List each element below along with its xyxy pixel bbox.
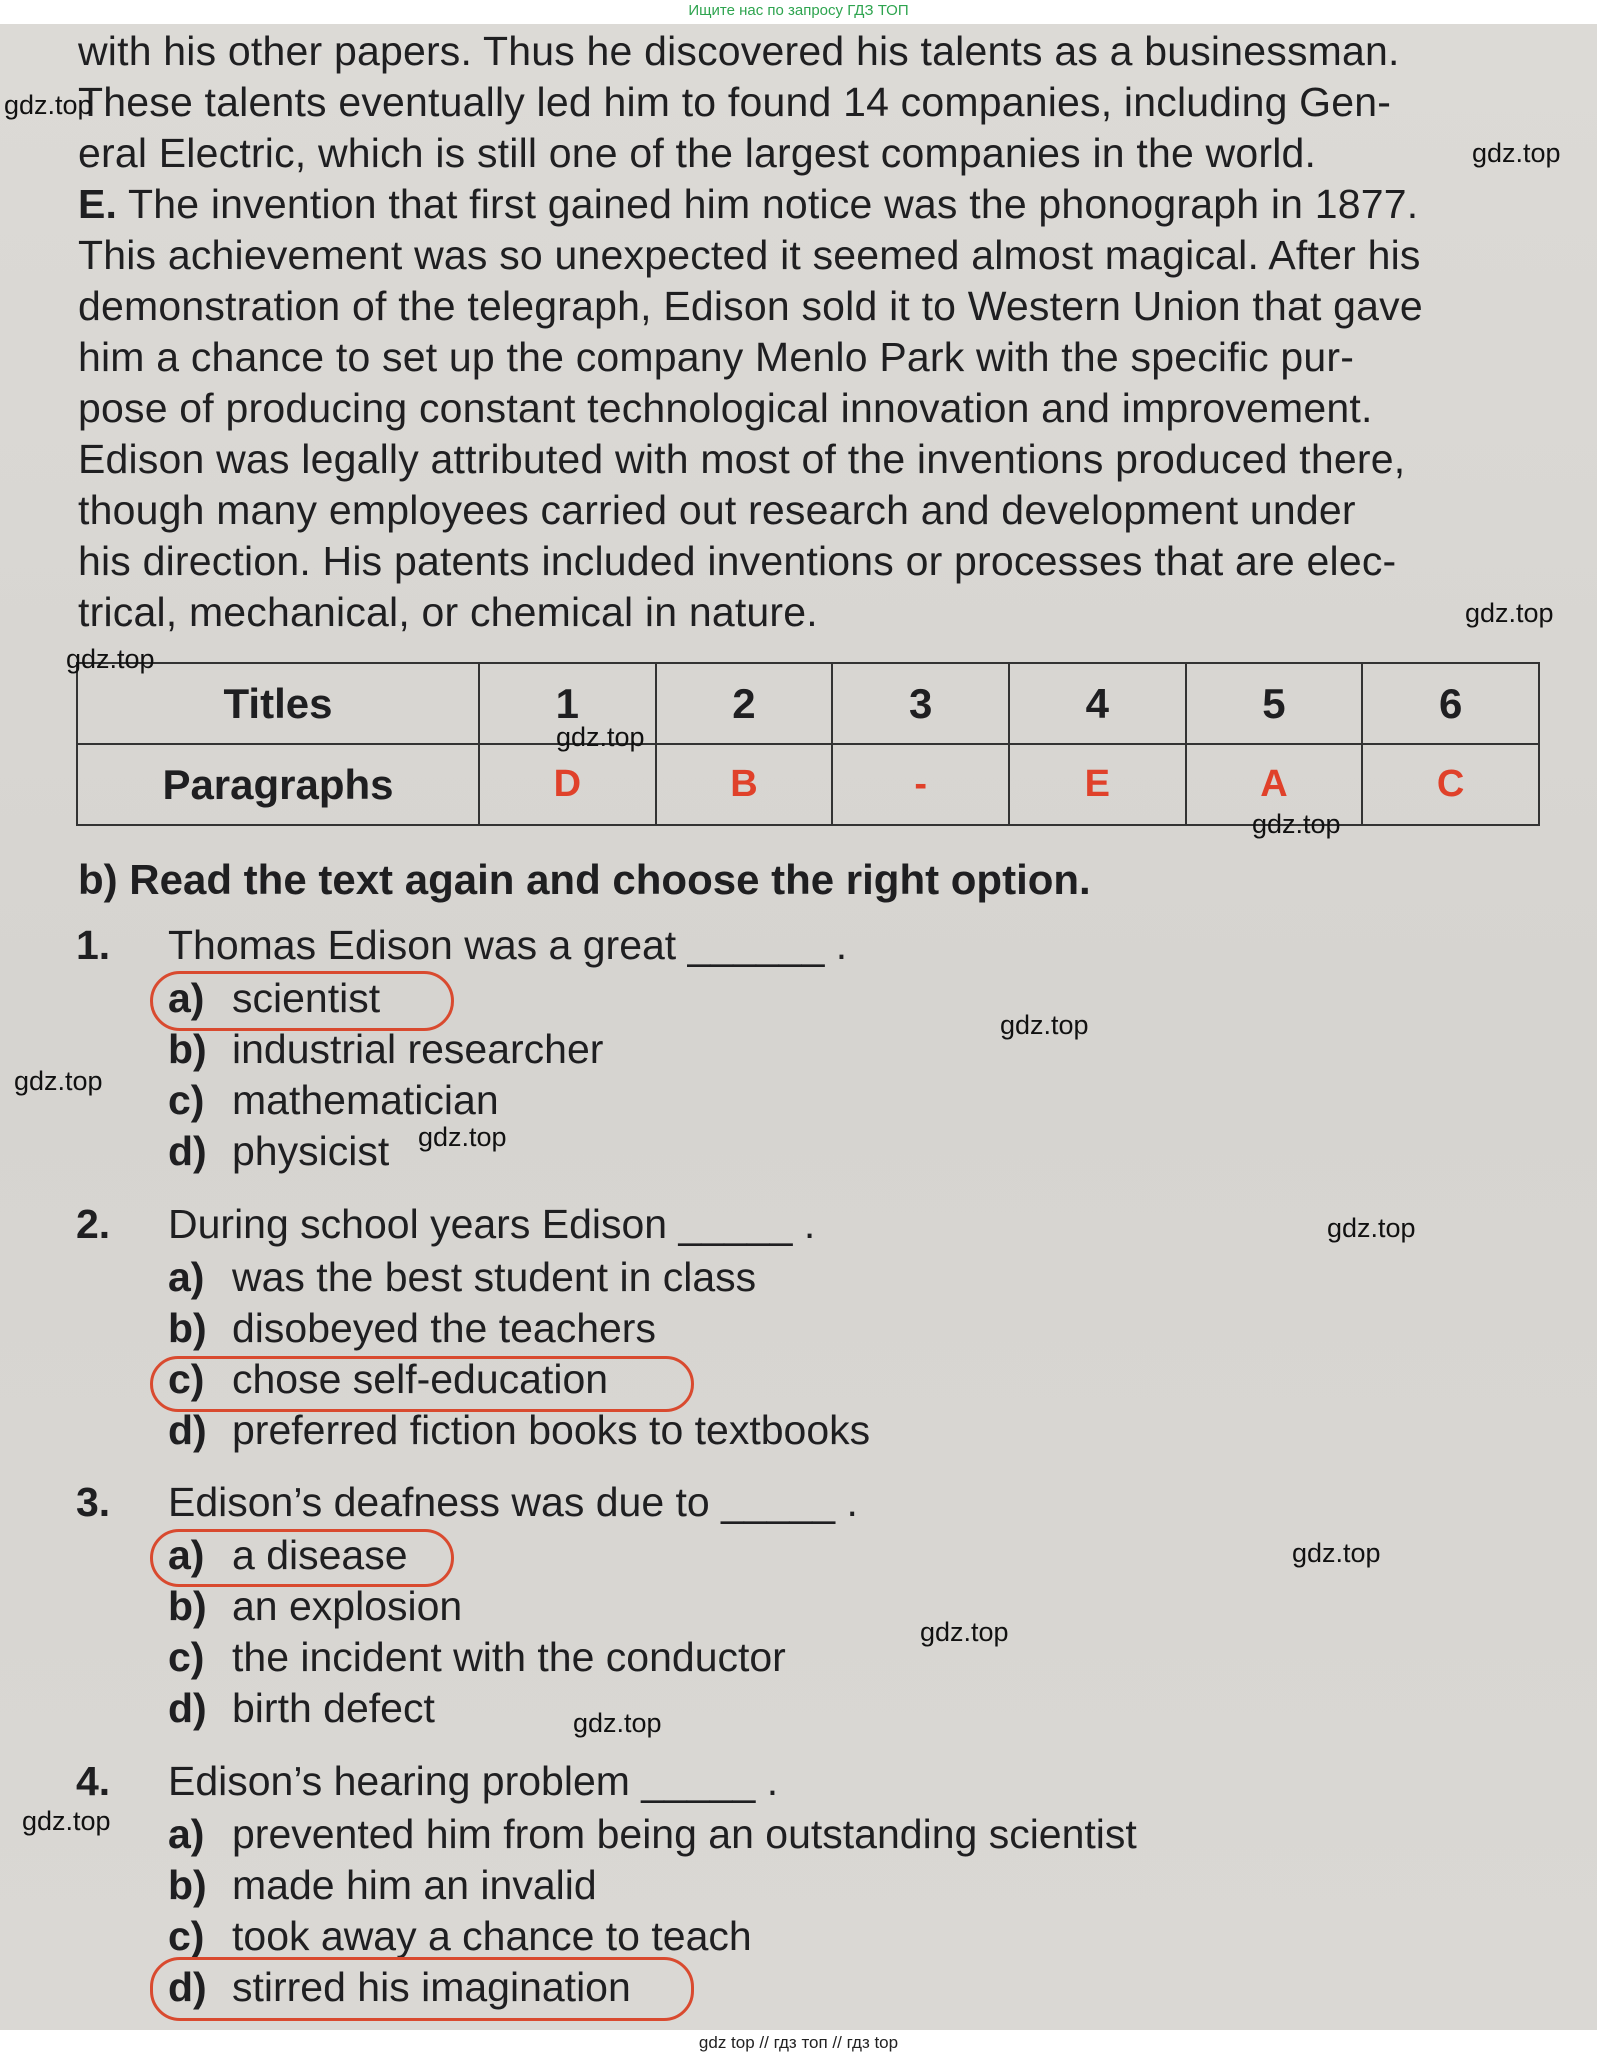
option-2a[interactable] [168, 1252, 756, 1302]
watermark: gdz.top [22, 1806, 111, 1836]
option-text: a disease [232, 1532, 408, 1578]
table-row [77, 663, 1539, 744]
answer-cell: D [479, 744, 656, 825]
answer-cell: - [832, 744, 1009, 825]
top-banner[interactable]: Ищите нас по запросу ГДЗ ТОП [0, 0, 1597, 24]
watermark: gdz.top [920, 1617, 1009, 1647]
matching-table [76, 662, 1540, 826]
bottom-banner[interactable]: gdz top // гдз топ // гдз top [0, 2030, 1597, 2056]
question-3 [76, 1479, 858, 1526]
watermark: gdz.top [1327, 1213, 1416, 1243]
watermark: gdz.top [66, 644, 155, 674]
option-text: prevented him from being an outstanding scientist [232, 1811, 1137, 1857]
option-4c[interactable] [168, 1911, 752, 1961]
paragraphs-header: Paragraphs [77, 744, 479, 825]
table-number: 2 [656, 663, 833, 744]
option-letter: a) [168, 1811, 205, 1857]
option-text: was the best student in class [232, 1254, 757, 1300]
table-number: 5 [1186, 663, 1363, 744]
answer-cell: B [656, 744, 833, 825]
option-text: the incident with the conductor [232, 1634, 786, 1680]
watermark: gdz.top [573, 1708, 662, 1738]
text-line: his direction. His patents included inventions or processes that are elec- [78, 538, 1397, 584]
option-4b[interactable] [168, 1860, 597, 1910]
question-number: 1. [76, 922, 111, 968]
question-text: Edison’s hearing problem _____ . [168, 1758, 779, 1804]
option-text: preferred fiction books to textbooks [232, 1407, 871, 1453]
option-2d[interactable] [168, 1405, 870, 1455]
option-3c[interactable] [168, 1632, 786, 1682]
option-text: mathematician [232, 1077, 499, 1123]
option-text: stirred his imagination [232, 1964, 631, 2010]
watermark: gdz.top [1252, 809, 1341, 839]
answer-circle [150, 1529, 454, 1587]
option-3b[interactable] [168, 1581, 462, 1631]
answer-circle [150, 1356, 694, 1412]
text-line: with his other papers. Thus he discovered his talents as a businessman. [78, 28, 1400, 74]
watermark: gdz.top [556, 722, 645, 752]
question-number: 3. [76, 1479, 111, 1525]
answer-cell: E [1009, 744, 1186, 825]
option-1b[interactable] [168, 1024, 603, 1074]
table-number: 3 [832, 663, 1009, 744]
question-number: 4. [76, 1758, 111, 1804]
question-text: Edison’s deafness was due to _____ . [168, 1479, 858, 1525]
option-text: scientist [232, 975, 381, 1021]
option-1d[interactable] [168, 1126, 389, 1176]
watermark: gdz.top [1472, 138, 1561, 168]
question-2 [76, 1201, 815, 1248]
answer-cell: A [1186, 744, 1363, 825]
option-text: an explosion [232, 1583, 463, 1629]
option-1c[interactable] [168, 1075, 499, 1125]
option-letter: b) [168, 1305, 207, 1351]
option-text: industrial researcher [232, 1026, 604, 1072]
question-1 [76, 922, 847, 969]
table-number: 6 [1362, 663, 1539, 744]
question-text: During school years Edison _____ . [168, 1201, 816, 1247]
question-4 [76, 1758, 778, 1805]
option-text: chose self-education [232, 1356, 609, 1402]
section-b-title: b) Read the text again and choose the right option. [78, 856, 1091, 903]
option-text: physicist [232, 1128, 390, 1174]
option-text: took away a chance to teach [232, 1913, 752, 1959]
titles-header: Titles [77, 663, 479, 744]
watermark: gdz.top [1292, 1538, 1381, 1568]
option-4a[interactable] [168, 1809, 1137, 1859]
text-line: These talents eventually led him to found 14 companies, including Gen- [78, 79, 1392, 125]
text-line: trical, mechanical, or chemical in nature. [78, 589, 818, 635]
text-line: demonstration of the telegraph, Edison sold it to Western Union that gave [78, 283, 1423, 329]
option-letter: c) [168, 1634, 205, 1680]
watermark: gdz.top [418, 1122, 507, 1152]
question-text: Thomas Edison was a great ______ . [168, 922, 848, 968]
text-line: pose of producing constant technological innovation and improvement. [78, 385, 1373, 431]
option-letter: b) [168, 1026, 207, 1072]
option-text: made him an invalid [232, 1862, 597, 1908]
option-letter: c) [168, 1077, 205, 1123]
watermark: gdz.top [1465, 598, 1554, 628]
paragraph-e [78, 179, 1548, 638]
question-number: 2. [76, 1201, 111, 1247]
answer-circle [150, 1957, 694, 2021]
paragraph-letter: E. [78, 181, 118, 227]
text-line: This achievement was so unexpected it seemed almost magical. After his [78, 232, 1421, 278]
option-letter: b) [168, 1862, 207, 1908]
option-letter: d) [168, 1407, 207, 1453]
option-2b[interactable] [168, 1303, 656, 1353]
text-line [78, 179, 1548, 230]
option-text: disobeyed the teachers [232, 1305, 656, 1351]
option-letter: c) [168, 1356, 205, 1402]
option-letter: c) [168, 1913, 205, 1959]
paragraph-d-end [78, 26, 1548, 179]
option-3d[interactable] [168, 1683, 435, 1733]
text-line: Edison was legally attributed with most of the inventions produced there, [78, 436, 1406, 482]
answer-circle [150, 971, 454, 1031]
text-line: him a chance to set up the company Menlo Park with the specific pur- [78, 334, 1355, 380]
option-letter: a) [168, 1254, 205, 1300]
option-letter: d) [168, 1685, 207, 1731]
table-number: 1 [479, 663, 656, 744]
text-line: eral Electric, which is still one of the largest companies in the world. [78, 130, 1317, 176]
watermark: gdz.top [14, 1066, 103, 1096]
option-letter: d) [168, 1964, 207, 2010]
option-letter: a) [168, 1532, 205, 1578]
option-letter: b) [168, 1583, 207, 1629]
answer-cell: C [1362, 744, 1539, 825]
text-line-content: The invention that first gained him notice was the phonograph in 1877. [117, 181, 1419, 227]
option-text: birth defect [232, 1685, 435, 1731]
option-letter: a) [168, 975, 205, 1021]
text-line: though many employees carried out research and development under [78, 487, 1356, 533]
watermark: gdz.top [1000, 1010, 1089, 1040]
table-number: 4 [1009, 663, 1186, 744]
watermark: gdz.top [4, 90, 93, 120]
option-letter: d) [168, 1128, 207, 1174]
